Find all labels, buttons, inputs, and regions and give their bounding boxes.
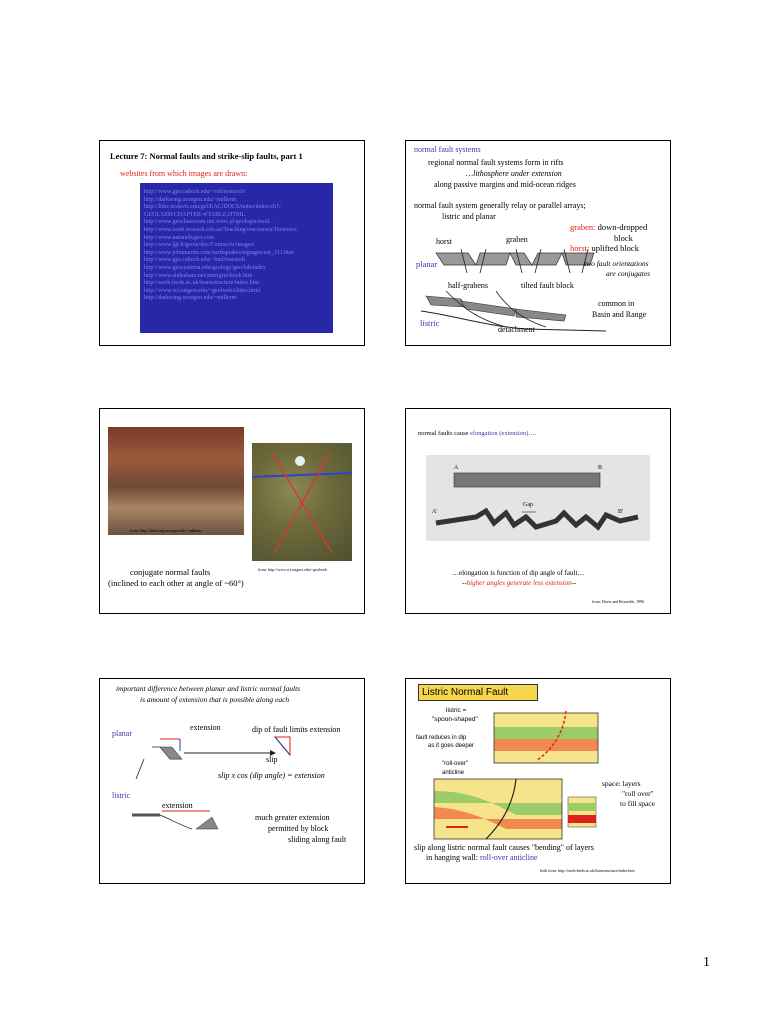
text: Basin and Range xyxy=(592,310,647,319)
text: is amount of extension that is possible along each xyxy=(140,695,290,704)
text: "roll over" xyxy=(622,789,654,798)
text: along passive margins and mid-ocean ridges xyxy=(434,180,576,189)
rock-photo xyxy=(252,443,352,561)
text: as it goes deeper xyxy=(428,743,475,749)
label-listric: listric xyxy=(112,791,131,800)
link[interactable]: http://www.gps.caltech.edu/~rob/research/ xyxy=(144,189,246,195)
credit: both from: http://earth.leeds.ac.uk/learnstructure/index.htm xyxy=(540,868,635,873)
text: common in xyxy=(598,299,635,308)
label-A-prime: A' xyxy=(432,509,438,515)
label-graben: graben xyxy=(506,235,528,244)
text: block xyxy=(614,233,633,243)
text: regional normal fault systems form in rifts xyxy=(428,158,564,167)
link[interactable]: http://www.naturallygeo.com xyxy=(144,234,215,241)
slide-6-title: Listric Normal Fault xyxy=(418,684,538,701)
text: "spoon-shaped" xyxy=(432,716,478,723)
label-planar: planar xyxy=(416,259,438,269)
label-gap: Gap xyxy=(523,502,533,508)
credit: from: http://www.rci.rutgers.edu/~geolweb xyxy=(258,567,327,572)
text: anticline xyxy=(442,770,465,776)
link[interactable]: http://darkwing.uoregon.edu/~millerm xyxy=(144,196,237,203)
horst-definition: horst: uplifted block xyxy=(570,243,639,253)
label-planar: planar xyxy=(112,729,132,738)
slide-4 xyxy=(405,408,671,614)
label-listric: listric xyxy=(420,318,440,328)
label-horst: horst xyxy=(436,237,452,246)
link[interactable]: http://lithe.ucdavis.edu/gel/EAC/DOCS/notes/index/ch7/ xyxy=(144,204,281,211)
credit: from: http://darkwing.uoregon.edu/~millerm xyxy=(130,528,202,533)
label-B: B xyxy=(598,465,603,471)
extension-diagram xyxy=(100,679,364,883)
slide-1-subtitle: websites from which images are drawn: xyxy=(120,169,248,178)
credit: from: Davis and Reynolds, 1996 xyxy=(592,599,645,604)
slide-2 xyxy=(405,140,671,346)
slide-5 xyxy=(99,678,365,884)
link[interactable]: http://darkwing.uoregon.edu/~millerm xyxy=(144,295,237,302)
link[interactable]: http://www.earth.monash.edu.au/Teaching/mscourses/Tectonics xyxy=(144,226,297,233)
page-number: 1 xyxy=(703,955,710,970)
slide-1-title: Lecture 7: Normal faults and strike-slip faults, part 1 xyxy=(110,151,303,161)
slide-3 xyxy=(99,408,365,614)
text: sliding along fault xyxy=(288,835,347,844)
label-detachment: detachment xyxy=(498,325,535,334)
label-extension: extension xyxy=(190,723,221,732)
caption: slip along listric normal fault causes "bending" of layers xyxy=(414,843,594,852)
links-box xyxy=(140,183,333,333)
text: …lithosphere under extension xyxy=(466,169,562,178)
link[interactable]: http://www.lgt.lt/geoin/doc/Course/ru/images/ xyxy=(144,242,255,249)
text: --higher angles generate less extension-- xyxy=(462,579,577,587)
caption: in hanging wall: roll-over anticline xyxy=(426,853,538,862)
slide-2-title: normal fault systems xyxy=(414,145,481,154)
link[interactable]: GEOL3200/CHAPTER-4/TABLE.HTML xyxy=(144,211,246,218)
text: fault reduces in dip xyxy=(416,735,467,741)
text: space: layers xyxy=(602,779,641,788)
text: "roll-over" xyxy=(442,761,468,767)
graben-definition: graben: down-dropped xyxy=(570,222,648,232)
text: normal fault system generally relay or parallel arrays; xyxy=(414,201,586,210)
text: listric = xyxy=(446,707,467,714)
label-B-prime: B' xyxy=(618,509,624,515)
text: much greater extension xyxy=(255,813,330,822)
link[interactable]: http://www.rci.rutgers.edu/~geolweb/slides.html xyxy=(144,287,261,294)
text: …elongation is function of dip angle of fault… xyxy=(452,569,585,577)
link[interactable]: http://www.johnmartin.com/earthquakes/eqpages/ear_311.htm xyxy=(144,249,294,256)
formula: slip x cos (dip angle) = extension xyxy=(218,771,325,780)
text: important difference between planar and listric normal faults xyxy=(116,684,301,693)
caption: conjugate normal faults xyxy=(130,567,211,577)
text: listric and planar xyxy=(442,212,496,221)
slide-4-title: normal faults cause elongation (extension)…. xyxy=(418,430,537,437)
text: two fault orientations xyxy=(584,259,649,268)
canyon-photo xyxy=(108,427,244,535)
text: dip of fault limits extension xyxy=(252,725,341,734)
text: are conjugates xyxy=(606,269,651,278)
caption: (inclined to each other at angle of ~60°) xyxy=(108,578,244,588)
text: to fill space xyxy=(620,799,655,808)
link[interactable]: http://www.gps.caltech.edu/~bud/research xyxy=(144,257,245,264)
link[interactable]: http://earth.leeds.ac.uk/learnstructure/index.htm xyxy=(144,280,259,287)
link[interactable]: http://www.slideshare.net/ameigrei/book.htm xyxy=(144,272,253,279)
label-half-grabens: half-grabens xyxy=(448,281,488,290)
text: permitted by block xyxy=(268,824,329,833)
slide-1 xyxy=(99,140,365,346)
link[interactable]: http://www.geosystema.edu/geology/geo/lab/index xyxy=(144,264,266,271)
slide-6 xyxy=(405,678,671,884)
label-extension: extension xyxy=(162,801,193,810)
link[interactable]: http://www.geoclassroom.uni.wroc.pl/geologia/mod... xyxy=(144,219,274,226)
label-A: A xyxy=(454,465,459,471)
label-slip: slip xyxy=(266,755,278,764)
label-tilted: tilted fault block xyxy=(521,281,574,290)
